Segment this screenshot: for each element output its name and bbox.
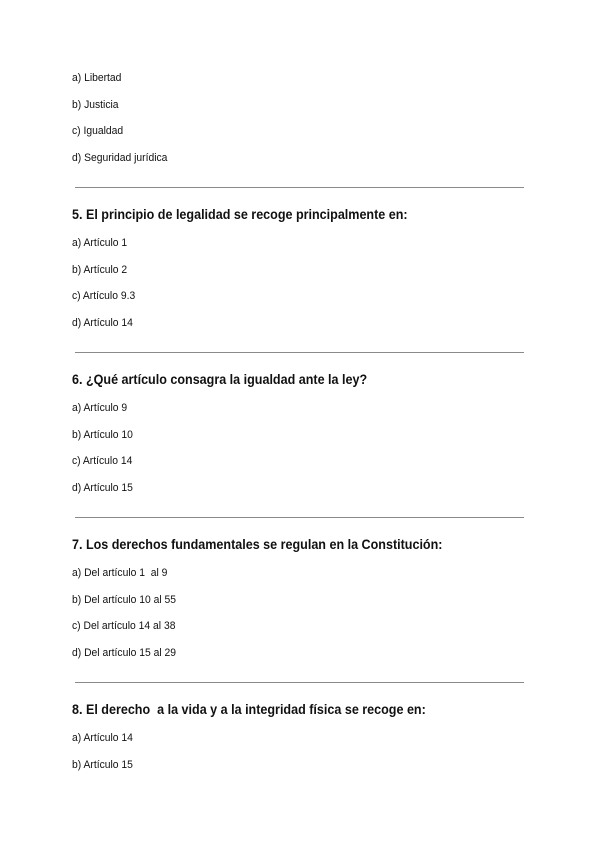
option-item: b) Artículo 10 (72, 429, 133, 441)
divider (75, 352, 524, 353)
option-item: d) Seguridad jurídica (72, 152, 168, 164)
question-title: 5. El principio de legalidad se recoge principalmente en: (72, 207, 408, 222)
divider (75, 517, 524, 518)
question-title: 7. Los derechos fundamentales se regulan en la Constitución: (72, 537, 443, 552)
option-item: b) Del artículo 10 al 55 (72, 594, 177, 606)
divider (75, 682, 524, 683)
option-item: b) Justicia (72, 99, 119, 111)
option-item: c) Del artículo 14 al 38 (72, 620, 176, 632)
option-item: d) Artículo 14 (72, 317, 133, 329)
option-item: d) Artículo 15 (72, 482, 133, 494)
question-title: 6. ¿Qué artículo consagra la igualdad ante la ley? (72, 372, 368, 387)
option-item: c) Artículo 9.3 (72, 290, 136, 302)
option-item: c) Igualdad (72, 125, 124, 137)
option-item: a) Artículo 9 (72, 402, 128, 414)
option-item: d) Del artículo 15 al 29 (72, 647, 177, 659)
question-title: 8. El derecho a la vida y a la integridad física se recoge en: (72, 702, 426, 717)
divider (75, 187, 524, 188)
option-item: a) Artículo 1 (72, 237, 128, 249)
option-item: a) Artículo 14 (72, 732, 133, 744)
option-item: c) Artículo 14 (72, 455, 133, 467)
option-item: b) Artículo 15 (72, 759, 133, 771)
option-item: b) Artículo 2 (72, 264, 128, 276)
option-item: a) Libertad (72, 72, 122, 84)
option-item: a) Del artículo 1 al 9 (72, 567, 168, 579)
